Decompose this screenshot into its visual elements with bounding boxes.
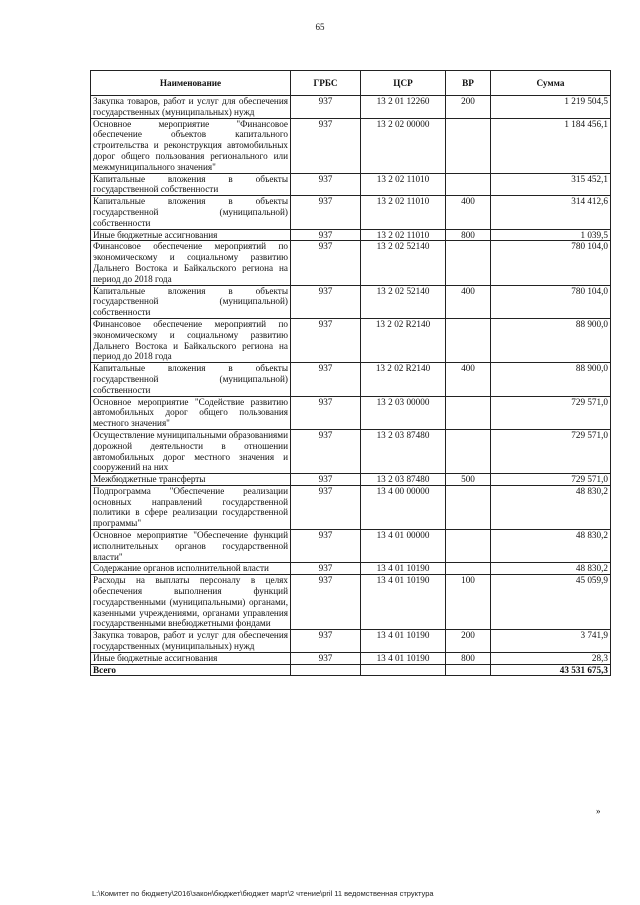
cell-csr: 13 4 01 10190 bbox=[361, 575, 446, 630]
cell-grbs: 937 bbox=[291, 241, 361, 285]
cell-csr: 13 4 01 10190 bbox=[361, 630, 446, 653]
cell-name: Межбюджетные трансферты bbox=[91, 474, 291, 486]
cell-name: Капитальные вложения в объекты государственной собственности bbox=[91, 173, 291, 196]
cell-grbs: 937 bbox=[291, 652, 361, 664]
cell-grbs: 937 bbox=[291, 485, 361, 529]
total-empty-cell bbox=[361, 664, 446, 676]
cell-vr bbox=[446, 396, 491, 429]
table-row bbox=[91, 429, 611, 473]
cell-vr bbox=[446, 530, 491, 563]
cell-csr: 13 2 03 87480 bbox=[361, 429, 446, 473]
cell-grbs: 937 bbox=[291, 396, 361, 429]
total-row bbox=[91, 664, 611, 676]
cell-sum: 45 059,9 bbox=[491, 575, 611, 630]
cell-sum: 3 741,9 bbox=[491, 630, 611, 653]
table-row bbox=[91, 318, 611, 362]
cell-name: Закупка товаров, работ и услуг для обеспечения государственных (муниципальных) нужд bbox=[91, 630, 291, 653]
cell-name: Основное мероприятие "Финансовое обеспечение объектов капитального строительства и реконструкция автомобильных дорог общего пользования регионального или межмуниципального значения" bbox=[91, 118, 291, 173]
cell-grbs: 937 bbox=[291, 229, 361, 241]
table-row bbox=[91, 630, 611, 653]
cell-vr bbox=[446, 429, 491, 473]
cell-grbs: 937 bbox=[291, 563, 361, 575]
cell-vr: 800 bbox=[446, 229, 491, 241]
cell-grbs: 937 bbox=[291, 429, 361, 473]
cell-sum: 48 830,2 bbox=[491, 485, 611, 529]
cell-grbs: 937 bbox=[291, 285, 361, 318]
cell-grbs: 937 bbox=[291, 363, 361, 396]
cell-sum: 1 184 456,1 bbox=[491, 118, 611, 173]
cell-name: Основное мероприятие "Содействие развитию автомобильных дорог общего пользования местного значения" bbox=[91, 396, 291, 429]
cell-csr: 13 2 02 52140 bbox=[361, 241, 446, 285]
cell-csr: 13 4 01 00000 bbox=[361, 530, 446, 563]
table-row bbox=[91, 652, 611, 664]
cell-vr: 200 bbox=[446, 630, 491, 653]
cell-grbs: 937 bbox=[291, 630, 361, 653]
table-row bbox=[91, 485, 611, 529]
cell-sum: 780 104,0 bbox=[491, 241, 611, 285]
cell-vr: 800 bbox=[446, 652, 491, 664]
table-row bbox=[91, 118, 611, 173]
total-empty-cell bbox=[446, 664, 491, 676]
total-label: Всего bbox=[91, 664, 291, 676]
cell-sum: 315 452,1 bbox=[491, 173, 611, 196]
cell-vr bbox=[446, 173, 491, 196]
cell-vr bbox=[446, 563, 491, 575]
cell-sum: 729 571,0 bbox=[491, 474, 611, 486]
cell-csr: 13 2 03 00000 bbox=[361, 396, 446, 429]
footer-file-path: L:\Комитет по бюджету\2016\закон\бюджет\бюджет март\2 чтение\pril 11 ведомственная структура bbox=[92, 889, 434, 898]
page-number: 65 bbox=[315, 22, 325, 32]
cell-name: Подпрограмма "Обеспечение реализации основных направлений государственной политики в сфере реализации государственной программы" bbox=[91, 485, 291, 529]
cell-csr: 13 4 01 10190 bbox=[361, 652, 446, 664]
table-row bbox=[91, 530, 611, 563]
cell-vr: 400 bbox=[446, 285, 491, 318]
cell-csr: 13 2 02 R2140 bbox=[361, 363, 446, 396]
cell-sum: 28,3 bbox=[491, 652, 611, 664]
table-row bbox=[91, 96, 611, 119]
cell-csr: 13 4 00 00000 bbox=[361, 485, 446, 529]
table-row bbox=[91, 474, 611, 486]
table-header-row bbox=[91, 71, 611, 96]
table-row bbox=[91, 575, 611, 630]
cell-sum: 88 900,0 bbox=[491, 318, 611, 362]
cell-csr: 13 4 01 10190 bbox=[361, 563, 446, 575]
cell-csr: 13 2 03 87480 bbox=[361, 474, 446, 486]
cell-sum: 780 104,0 bbox=[491, 285, 611, 318]
cell-grbs: 937 bbox=[291, 196, 361, 229]
cell-name: Содержание органов исполнительной власти bbox=[91, 563, 291, 575]
table-row bbox=[91, 285, 611, 318]
header-grbs: ГРБС bbox=[291, 71, 361, 96]
table-row bbox=[91, 563, 611, 575]
cell-csr: 13 2 02 11010 bbox=[361, 173, 446, 196]
cell-grbs: 937 bbox=[291, 96, 361, 119]
header-vr: ВР bbox=[446, 71, 491, 96]
cell-grbs: 937 bbox=[291, 318, 361, 362]
cell-name: Иные бюджетные ассигнования bbox=[91, 652, 291, 664]
cell-name: Иные бюджетные ассигнования bbox=[91, 229, 291, 241]
cell-grbs: 937 bbox=[291, 530, 361, 563]
header-sum: Сумма bbox=[491, 71, 611, 96]
cell-sum: 729 571,0 bbox=[491, 429, 611, 473]
cell-csr: 13 2 02 11010 bbox=[361, 229, 446, 241]
cell-csr: 13 2 01 12260 bbox=[361, 96, 446, 119]
cell-name: Основное мероприятие "Обеспечение функций исполнительных органов государственной власти" bbox=[91, 530, 291, 563]
table-row bbox=[91, 396, 611, 429]
cell-csr: 13 2 02 00000 bbox=[361, 118, 446, 173]
cell-vr: 100 bbox=[446, 575, 491, 630]
cell-sum: 48 830,2 bbox=[491, 530, 611, 563]
cell-vr bbox=[446, 118, 491, 173]
cell-name: Финансовое обеспечение мероприятий по экономическому и социальному развитию Дальнего Востока и Байкальского региона на период до 2018 года bbox=[91, 318, 291, 362]
cell-name: Финансовое обеспечение мероприятий по экономическому и социальному развитию Дальнего Востока и Байкальского региона на период до 2018 года bbox=[91, 241, 291, 285]
total-empty-cell bbox=[291, 664, 361, 676]
cell-name: Осуществление муниципальными образованиями дорожной деятельности в отношении автомобильных дорог местного значения и сооружений на них bbox=[91, 429, 291, 473]
table-body bbox=[91, 96, 611, 676]
header-name: Наименование bbox=[91, 71, 291, 96]
cell-vr: 400 bbox=[446, 363, 491, 396]
cell-sum: 1 039,5 bbox=[491, 229, 611, 241]
closing-quote: » bbox=[596, 806, 601, 816]
cell-vr bbox=[446, 318, 491, 362]
cell-sum: 1 219 504,5 bbox=[491, 96, 611, 119]
cell-grbs: 937 bbox=[291, 173, 361, 196]
cell-name: Капитальные вложения в объекты государственной (муниципальной) собственности bbox=[91, 285, 291, 318]
cell-name: Закупка товаров, работ и услуг для обеспечения государственных (муниципальных) нужд bbox=[91, 96, 291, 119]
cell-csr: 13 2 02 11010 bbox=[361, 196, 446, 229]
cell-name: Капитальные вложения в объекты государственной (муниципальной) собственности bbox=[91, 196, 291, 229]
cell-grbs: 937 bbox=[291, 474, 361, 486]
table-row bbox=[91, 196, 611, 229]
table-row bbox=[91, 241, 611, 285]
cell-csr: 13 2 02 R2140 bbox=[361, 318, 446, 362]
cell-sum: 48 830,2 bbox=[491, 563, 611, 575]
cell-sum: 88 900,0 bbox=[491, 363, 611, 396]
cell-csr: 13 2 02 52140 bbox=[361, 285, 446, 318]
table-row bbox=[91, 229, 611, 241]
cell-vr: 400 bbox=[446, 196, 491, 229]
table-row bbox=[91, 363, 611, 396]
cell-name: Расходы на выплаты персоналу в целях обеспечения выполнения функций государственными (муниципальными) органами, казенными учреждениями, органами управления государственными внебюджетными фондами bbox=[91, 575, 291, 630]
cell-grbs: 937 bbox=[291, 575, 361, 630]
cell-sum: 729 571,0 bbox=[491, 396, 611, 429]
cell-vr: 200 bbox=[446, 96, 491, 119]
cell-name: Капитальные вложения в объекты государственной (муниципальной) собственности bbox=[91, 363, 291, 396]
cell-vr bbox=[446, 485, 491, 529]
total-sum: 43 531 675,3 bbox=[491, 664, 611, 676]
budget-table bbox=[90, 70, 611, 676]
cell-vr: 500 bbox=[446, 474, 491, 486]
table-row bbox=[91, 173, 611, 196]
cell-vr bbox=[446, 241, 491, 285]
header-csr: ЦСР bbox=[361, 71, 446, 96]
cell-sum: 314 412,6 bbox=[491, 196, 611, 229]
cell-grbs: 937 bbox=[291, 118, 361, 173]
